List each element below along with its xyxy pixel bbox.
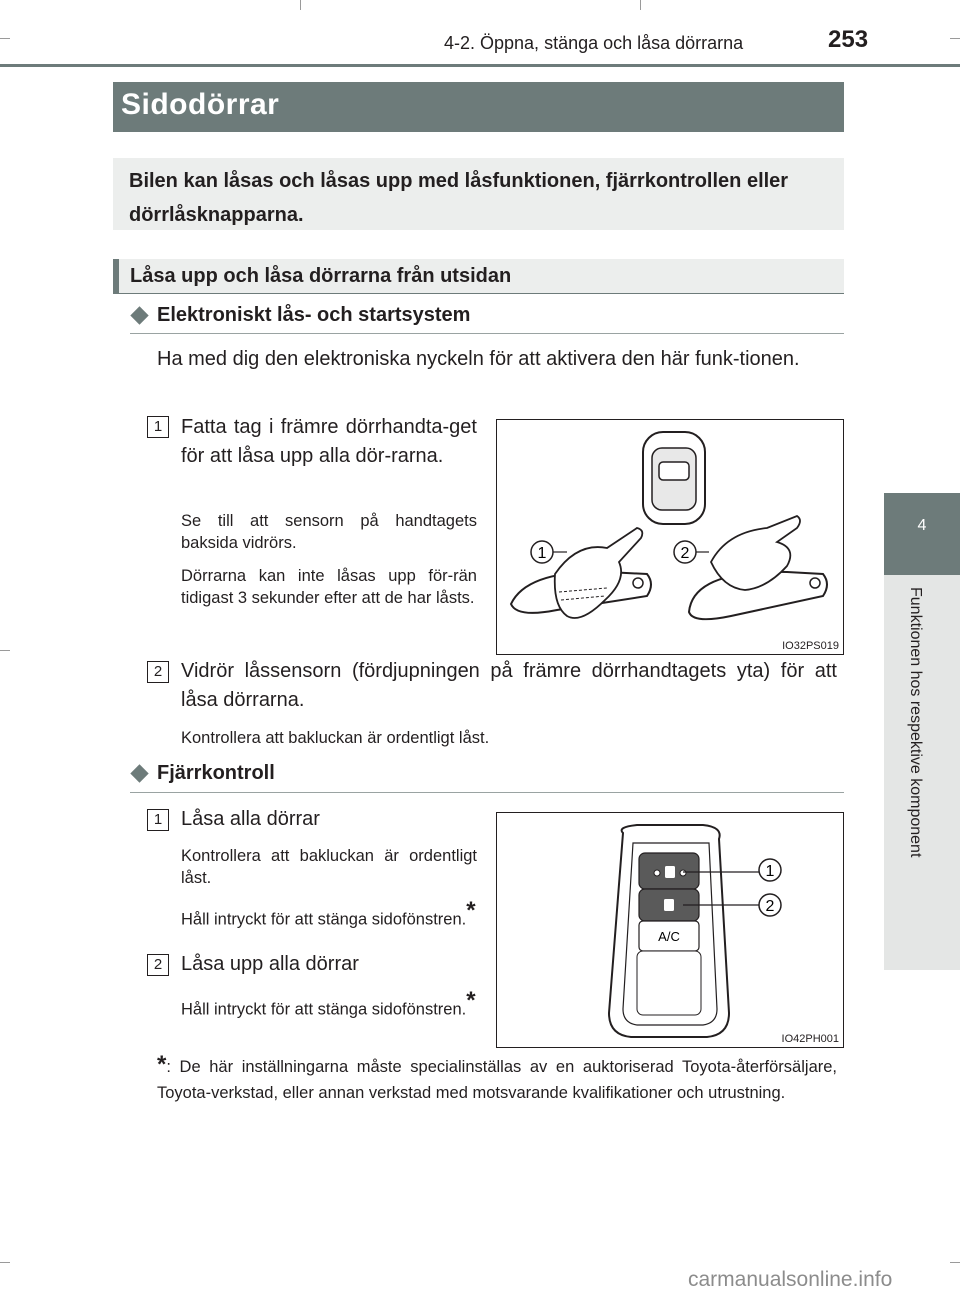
footnote bbox=[157, 1052, 837, 1106]
subsection-bar bbox=[113, 259, 844, 294]
step-1-text: Fatta tag i främre dörrhandta-get för att låsa upp alla dör-rarna. bbox=[181, 416, 477, 467]
remote-step-2-text: Låsa upp alla dörrar bbox=[181, 953, 359, 975]
figure-remote-key bbox=[496, 812, 844, 1048]
indicator-icon bbox=[654, 870, 660, 876]
intro-text: Bilen kan låsas och låsas upp med låsfunktionen, fjärrkontrollen eller dörrlåsknapparna. bbox=[129, 170, 789, 226]
remote-key-illustration bbox=[497, 813, 843, 1047]
section-title: Sidodörrar bbox=[121, 88, 280, 121]
heading-rule bbox=[130, 792, 844, 793]
lower-panel bbox=[637, 951, 701, 1015]
crop-mark bbox=[0, 1262, 10, 1263]
chapter-number: 4 bbox=[917, 517, 927, 534]
door-handle-illustration bbox=[497, 420, 843, 654]
callout-1: 1 bbox=[765, 863, 775, 880]
crop-mark bbox=[640, 0, 641, 10]
step-2-note: Kontrollera att bakluckan är ordentligt låst. bbox=[181, 729, 490, 747]
diamond-bullet-icon bbox=[130, 306, 148, 324]
indicator-icon bbox=[680, 870, 686, 876]
remote-step-2-note bbox=[181, 987, 477, 1021]
diamond-bullet-icon bbox=[130, 764, 148, 782]
step-2-text: Vidrör låssensorn (fördjupningen på främre dörrhandtagets yta) för att låsa dörrarna. bbox=[181, 660, 837, 711]
chapter-label: Funktionen hos respektive komponent bbox=[907, 587, 924, 858]
remote-step-1-note-tailgate: Kontrollera att bakluckan är ordentligt låst. bbox=[181, 847, 477, 887]
page-number: 253 bbox=[828, 26, 869, 53]
subsection-title: Låsa upp och låsa dörrarna från utsidan bbox=[130, 265, 512, 287]
running-header: 4-2. Öppna, stänga och låsa dörrarna bbox=[444, 33, 744, 53]
crop-mark bbox=[300, 0, 301, 10]
chapter-tab-label-area bbox=[884, 575, 960, 970]
step-number-2: 2 bbox=[147, 954, 169, 976]
crop-mark bbox=[950, 1262, 960, 1263]
lock-sensor-icon bbox=[633, 578, 643, 588]
footnote-mark: * bbox=[157, 1051, 167, 1078]
step-number-1: 1 bbox=[147, 809, 169, 831]
unlock-icon bbox=[664, 899, 674, 911]
callout-1: 1 bbox=[537, 545, 547, 562]
key-button bbox=[659, 462, 689, 480]
remote-step-2-note-text: Håll intryckt för att stänga sidofönstren. bbox=[181, 1000, 467, 1019]
step-1-note-delay: Dörrarna kan inte låsas upp för-rän tidigast 3 sekunder efter att de har låsts. bbox=[181, 567, 477, 607]
remote-step-1-note-windows bbox=[181, 897, 477, 931]
asterisk: * bbox=[466, 987, 476, 1014]
step-number-1: 1 bbox=[147, 416, 169, 438]
crop-mark bbox=[0, 650, 10, 651]
smart-key-intro: Ha med dig den elektroniska nyckeln för att aktivera den här funk-tionen. bbox=[157, 348, 800, 370]
asterisk: * bbox=[466, 897, 476, 924]
crop-mark bbox=[950, 38, 960, 39]
ac-button-label: A/C bbox=[658, 929, 680, 944]
section-title-bar bbox=[113, 82, 844, 132]
chapter-tab bbox=[884, 493, 960, 575]
figure-code: IO32PS019 bbox=[782, 640, 839, 652]
remote-step-1-note-windows-text: Håll intryckt för att stänga sidofönstren. bbox=[181, 910, 467, 929]
crop-mark bbox=[0, 38, 10, 39]
figure-door-handle bbox=[496, 419, 844, 655]
lock-sensor-icon bbox=[810, 578, 820, 588]
subsection-accent bbox=[113, 259, 119, 293]
remote-step-1-text: Låsa alla dörrar bbox=[181, 808, 320, 830]
step-number-2: 2 bbox=[147, 661, 169, 683]
intro-box bbox=[113, 158, 844, 230]
lock-icon bbox=[665, 866, 675, 878]
callout-2: 2 bbox=[765, 898, 775, 915]
header-rule bbox=[0, 64, 960, 67]
figure-code: IO42PH001 bbox=[781, 1033, 839, 1045]
step-1-note-sensor: Se till att sensorn på handtagets baksida vidrörs. bbox=[181, 512, 477, 552]
callout-2: 2 bbox=[680, 545, 690, 562]
footnote-text: : De här inställningarna måste specialinställas av en auktoriserad Toyota-återförsäljare, Toyota-verkstad, eller annan verkstad med motsvarande kvalifikationer och utrustning. bbox=[157, 1058, 837, 1102]
watermark: carmanualsonline.info bbox=[688, 1268, 893, 1291]
heading-rule bbox=[130, 333, 844, 334]
heading-smart-key: Elektroniskt lås- och startsystem bbox=[157, 304, 471, 326]
heading-remote: Fjärrkontroll bbox=[157, 762, 275, 784]
